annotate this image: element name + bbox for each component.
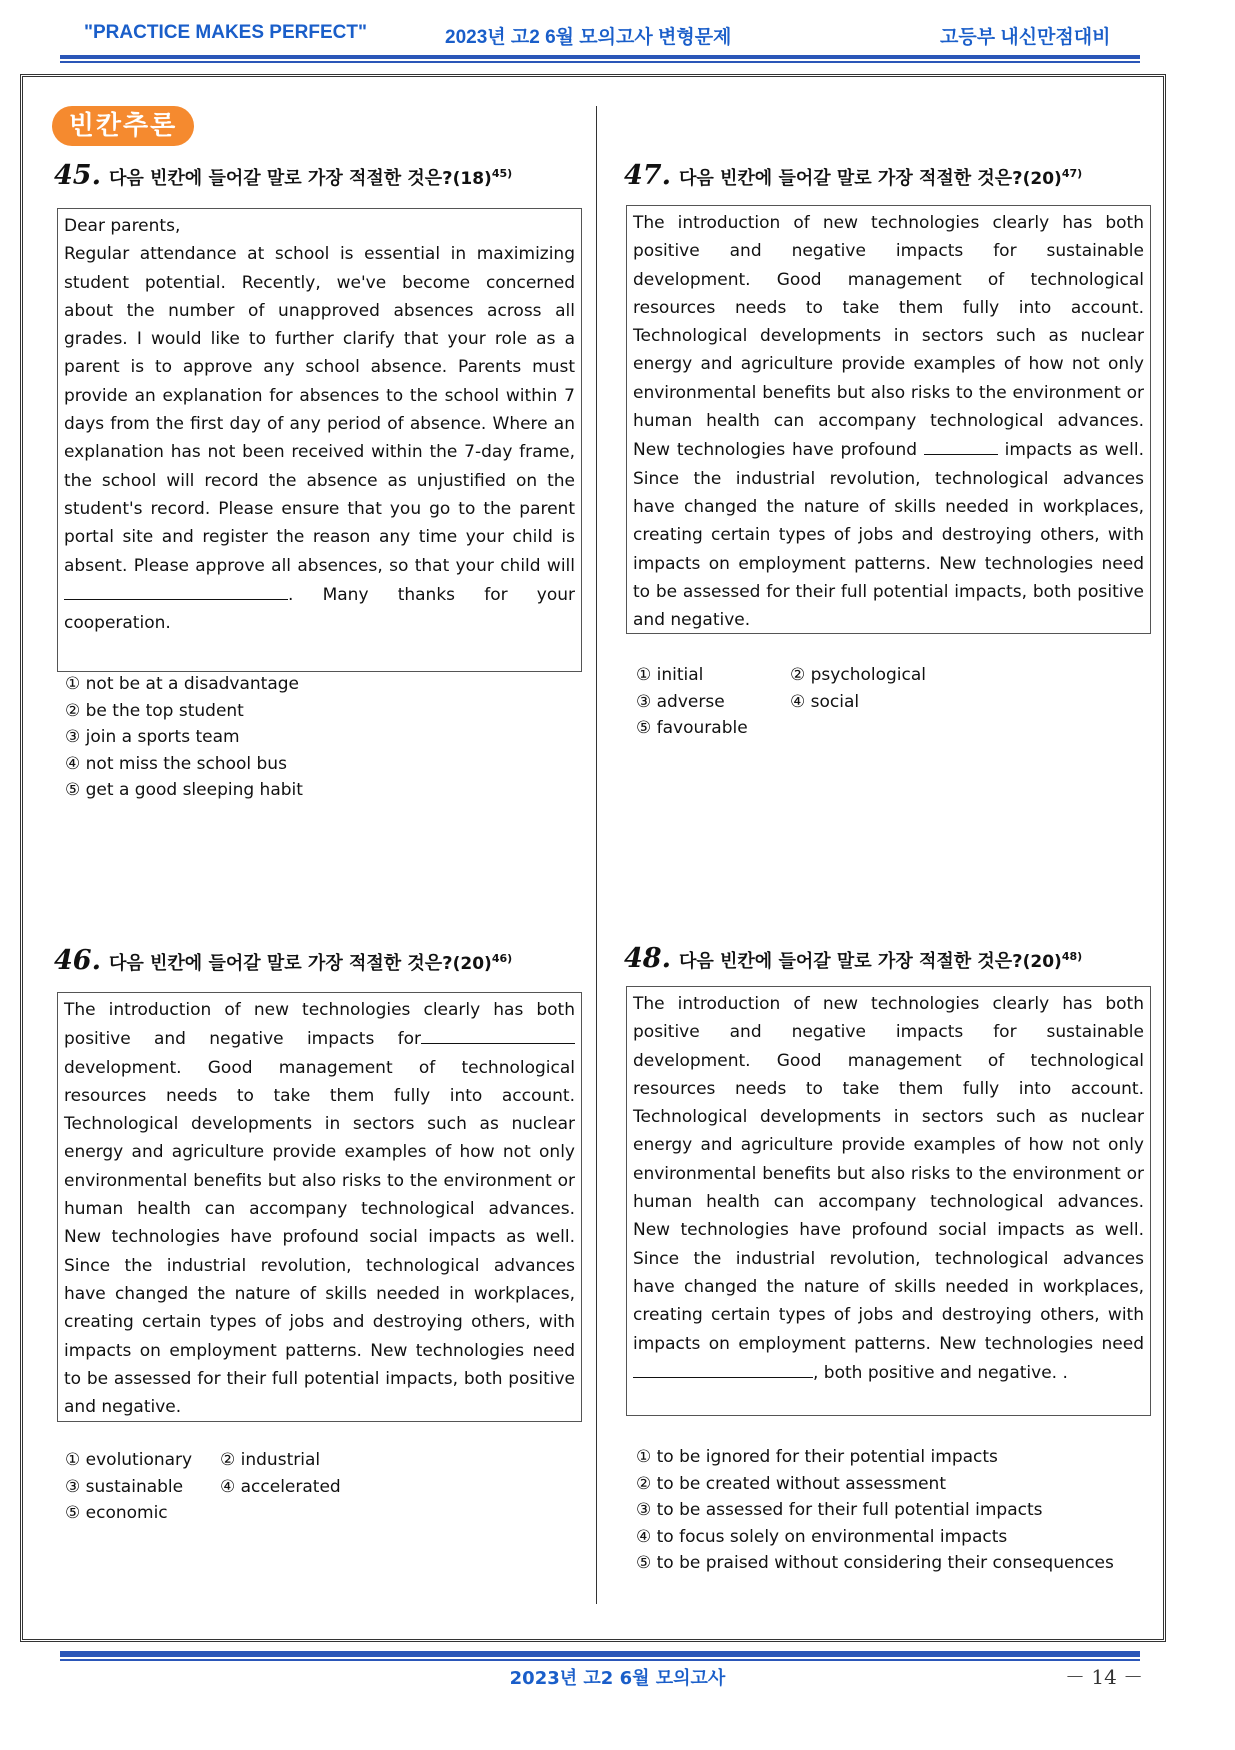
- option[interactable]: ④ social: [790, 691, 860, 712]
- question-48-options: [636, 1444, 1114, 1577]
- question-47-options: [636, 662, 926, 742]
- passage-body: The introduction of new technologies clearly has both positive and negative impacts for: [64, 1000, 575, 1050]
- question-prompt: 다음 빈칸에 들어갈 말로 가장 적절한 것은?: [678, 951, 1023, 972]
- question-number: 48.: [624, 943, 671, 974]
- option[interactable]: ④ not miss the school bus: [65, 753, 287, 774]
- header-rule-thin: [60, 61, 1140, 63]
- answer-blank: [421, 1024, 575, 1044]
- option[interactable]: ② psychological: [790, 665, 926, 685]
- question-46-heading: [54, 945, 512, 976]
- answer-blank: [924, 435, 998, 455]
- passage-greeting: Dear parents,: [64, 216, 181, 236]
- passage-body: The introduction of new technologies clearly has both positive and negative impacts for sustainable development. Good management of technological resources needs to take them fully into account. Technological developments in sectors such as nuclear energy and agriculture provide examples of how not only environmental benefits but also risks to the environment or human health can accompany technological advances. New technologies have profound social impacts as well. Since the industrial revolution, technological advances have changed the nature of skills needed in workplaces, creating certain types of jobs and destroying others, with impacts on employment patterns. New technologies need: [633, 994, 1144, 1354]
- question-47-passage: [626, 205, 1151, 634]
- option[interactable]: ⑤ get a good sleeping habit: [65, 780, 303, 800]
- passage-body-continued: development. Good management of technological resources needs to take them fully into account. Technological developments in sectors such as nuclear energy and agriculture provide examples of how not only environmental benefits but also risks to the environment or human health can accompany technological advances. New technologies have profound social impacts as well. Since the industrial revolution, technological advances have changed the nature of skills needed in workplaces, creating certain types of jobs and destroying others, with impacts on employment patterns. New technologies need to be assessed for their full potential impacts, both positive and negative.: [64, 1057, 575, 1418]
- passage-body-continued: , both positive and negative. .: [813, 1362, 1068, 1383]
- option[interactable]: ③ to be assessed for their full potential impacts: [636, 1500, 1043, 1520]
- question-47-heading: [624, 160, 1082, 191]
- question-46-passage: [57, 992, 582, 1422]
- question-48-passage: [626, 986, 1151, 1416]
- question-45-heading: [54, 160, 512, 191]
- option[interactable]: ② industrial: [220, 1450, 321, 1470]
- column-divider: [596, 106, 597, 1604]
- passage-body: Regular attendance at school is essential in maximizing student potential. Recently, we've become concerned about the number of unapproved absences across all grades. I would like to further clarify that your role as a parent is to approve any school absence. Parents must provide an explanation for absences to the school within 7 days from the first day of any period of absence. Where an explanation has not been received within the 7-day frame, the school will record the absence as unjustified on the student's record. Please ensure that you go to the parent portal site and register the reason any time your child is absent. Please approve all absences, so that your child will: [64, 244, 575, 576]
- footer-rule: [60, 1651, 1140, 1657]
- option[interactable]: ① initial: [636, 665, 704, 685]
- option[interactable]: ④ accelerated: [220, 1476, 341, 1497]
- option[interactable]: ② be the top student: [65, 700, 244, 721]
- footer-rule-thin: [60, 1659, 1140, 1661]
- header-rule: [60, 55, 1140, 59]
- question-45-options: [65, 671, 303, 804]
- question-points: (18): [452, 169, 492, 189]
- page-number: － 14 －: [1065, 1665, 1144, 1689]
- question-46-options: [65, 1447, 341, 1527]
- footer-title: 2023년 고2 6월 모의고사: [509, 1668, 726, 1689]
- question-number: 46.: [54, 945, 101, 976]
- question-ref: 48): [1061, 950, 1083, 963]
- question-prompt: 다음 빈칸에 들어갈 말로 가장 적절한 것은?: [108, 953, 453, 974]
- option[interactable]: ⑤ favourable: [636, 718, 748, 738]
- question-48-heading: [624, 943, 1082, 974]
- option[interactable]: ⑤ economic: [65, 1503, 168, 1523]
- question-points: (20): [1022, 952, 1062, 972]
- passage-ending: . Many thanks for your cooperation.: [64, 584, 575, 634]
- question-45-passage: [57, 208, 582, 672]
- question-ref: 46): [491, 952, 513, 965]
- option[interactable]: ⑤ to be praised without considering their consequences: [636, 1553, 1114, 1573]
- question-prompt: 다음 빈칸에 들어갈 말로 가장 적절한 것은?: [108, 168, 453, 189]
- passage-body: The introduction of new technologies clearly has both positive and negative impacts for sustainable development. Good management of technological resources needs to take them fully into account. Technological developments in sectors such as nuclear energy and agriculture provide examples of how not only environmental benefits but also risks to the environment or human health can accompany technological advances. New technologies have profound: [633, 213, 1144, 461]
- header-slogan: "PRACTICE MAKES PERFECT": [84, 22, 367, 43]
- option[interactable]: ① evolutionary: [65, 1450, 193, 1470]
- option[interactable]: ③ join a sports team: [65, 727, 240, 747]
- question-number: 45.: [54, 160, 101, 191]
- section-badge: 빈칸추론: [52, 106, 194, 146]
- option[interactable]: ③ adverse: [636, 691, 725, 712]
- question-points: (20): [1022, 169, 1062, 189]
- header-course: 고등부 내신만점대비: [940, 27, 1111, 48]
- question-number: 47.: [624, 160, 671, 191]
- question-prompt: 다음 빈칸에 들어갈 말로 가장 적절한 것은?: [678, 168, 1023, 189]
- passage-body-continued: impacts as well. Since the industrial revolution, technological advances have changed the nature of skills needed in workplaces, creating certain types of jobs and destroying others, with impacts on employment patterns. New technologies need to be assessed for their full potential impacts, both positive and negative.: [633, 440, 1144, 631]
- question-points: (20): [452, 954, 492, 974]
- option[interactable]: ① not be at a disadvantage: [65, 674, 300, 694]
- question-ref: 47): [1061, 167, 1083, 180]
- question-ref: 45): [491, 167, 513, 180]
- answer-blank: [633, 1358, 813, 1378]
- option[interactable]: ① to be ignored for their potential impacts: [636, 1447, 998, 1467]
- option[interactable]: ④ to focus solely on environmental impacts: [636, 1526, 1008, 1547]
- answer-blank: [64, 580, 288, 600]
- option[interactable]: ② to be created without assessment: [636, 1473, 947, 1494]
- header-exam-title: 2023년 고2 6월 모의고사 변형문제: [445, 27, 732, 48]
- option[interactable]: ③ sustainable: [65, 1476, 184, 1497]
